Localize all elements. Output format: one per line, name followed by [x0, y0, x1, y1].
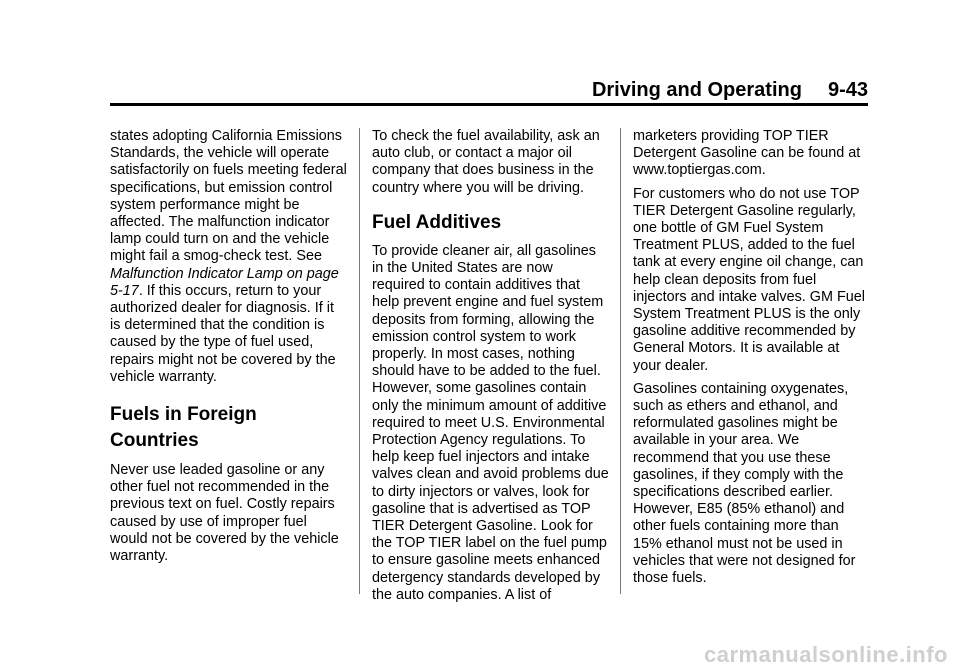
column-divider [359, 128, 360, 594]
cross-reference-link[interactable]: Malfunction Indicator Lamp on page 5-17 [110, 265, 339, 299]
paragraph [110, 128, 347, 386]
section-heading-fuel-additives: Fuel Additives [372, 211, 502, 233]
column-1 [110, 128, 347, 573]
paragraph: marketers providing TOP TIER Detergent Gasoline can be found at www.toptiergas.com. [633, 128, 861, 179]
site-watermark: carmanualsonline.info [704, 642, 948, 667]
page-header [110, 76, 868, 104]
paragraph: To check the fuel availability, ask an auto club, or contact a major oil company that does business in the country where you will be driving. [372, 128, 600, 196]
section-heading-foreign-countries: Fuels in Foreign Countries [110, 404, 257, 452]
paragraph: To provide cleaner air, all gasolines in the United States are now required to contain additives that help prevent engine and fuel system deposits from forming, allowing the emission control system to work properly. In most cases, nothing should have to be added to the fuel. However, some gasolines contain only the minimum amount of additive required to meet U.S. Environmental Protection Agency regulations. To help keep fuel injectors and intake valves clean and avoid problems due to dirty injectors or valves, look for gasoline that is advertised as TOP TIER Detergent Gasoline. Look for the TOP TIER label on the fuel pump to ensure gasoline meets enhanced detergency standards developed by the auto companies. A list of [372, 242, 609, 603]
column-divider [620, 128, 621, 594]
column-2 [372, 128, 609, 612]
paragraph: Gasolines containing oxygenates, such as ethers and ethanol, and reformulated gasolines might be available in your area. We recommend that you use these gasolines, if they comply with the specifications described earlier. However, E85 (85% ethanol) and other fuels containing more than 15% ethanol must not be used in vehicles that were not designed for those fuels. [633, 380, 856, 587]
paragraph: For customers who do not use TOP TIER Detergent Gasoline regularly, one bottle of GM Fuel System Treatment PLUS, added to the fuel tank at every engine oil change, can help clean deposits from fuel injectors and intake valves. GM Fuel System Treatment PLUS is the only gasoline additive recommended by General Motors. It is available at your dealer. [633, 185, 865, 374]
header-rule [110, 103, 868, 106]
column-3 [633, 128, 870, 595]
paragraph: Never use leaded gasoline or any other fuel not recommended in the previous text on fuel. Costly repairs caused by use of improper fuel would not be covered by the vehicle warranty. [110, 462, 339, 565]
section-title: Driving and Operating [591, 79, 802, 101]
paragraph-text: . If this occurs, return to your authorized dealer for diagnosis. If it is determined that the condition is caused by the type of fuel used, repairs might not be covered by the vehicle warranty. [110, 282, 336, 385]
paragraph-text: states adopting California Emissions Standards, the vehicle will operate satisfactorily on fuels meeting federal specifications, but emission control system performance might be affected. The malfunction indicator lamp could turn on and the vehicle might fail a smog-check test. See [110, 128, 347, 265]
page-number: 9-43 [827, 79, 868, 101]
